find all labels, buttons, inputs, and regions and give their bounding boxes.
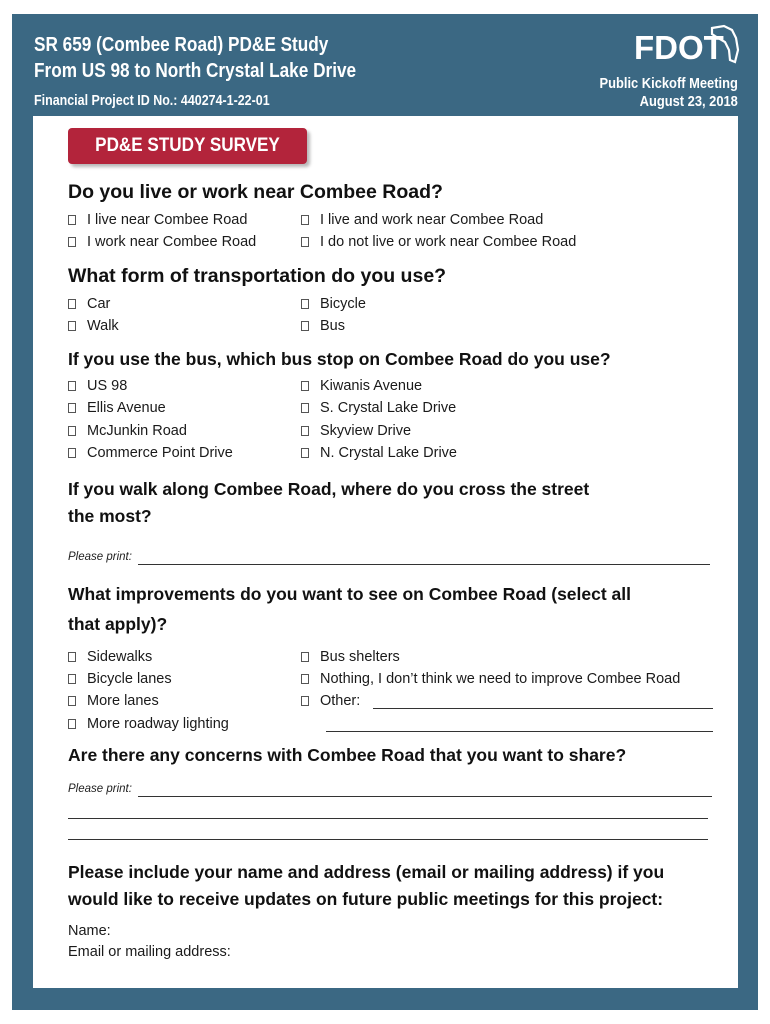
question-contact-line1: Please include your name and address (email or mailing address) if you: [68, 862, 665, 882]
checkbox-icon[interactable]: [301, 381, 309, 391]
checkbox-icon[interactable]: [301, 215, 309, 225]
survey-title: PD&E STUDY SURVEY: [95, 135, 280, 156]
option-work-near[interactable]: I work near Combee Road: [68, 234, 256, 250]
question-improvements-line2: that apply)?: [68, 614, 168, 634]
other-answer-line[interactable]: [373, 708, 713, 709]
other-answer-line-2[interactable]: [326, 731, 713, 732]
option-sidewalks[interactable]: Sidewalks: [68, 649, 152, 665]
option-us98[interactable]: US 98: [68, 378, 127, 394]
option-n-crystal-lake[interactable]: N. Crystal Lake Drive: [301, 445, 457, 461]
meeting-date: August 23, 2018: [639, 93, 738, 110]
option-car[interactable]: Car: [68, 296, 110, 312]
checkbox-icon[interactable]: [68, 237, 76, 247]
option-not-live-work[interactable]: I do not live or work near Combee Road: [301, 234, 576, 250]
checkbox-icon[interactable]: [68, 215, 76, 225]
option-bus-shelters[interactable]: Bus shelters: [301, 649, 400, 665]
checkbox-icon[interactable]: [68, 719, 76, 729]
question-contact-line2: would like to receive updates on future public meetings for this project:: [68, 889, 664, 909]
checkbox-icon[interactable]: [68, 674, 76, 684]
question-walk-cross-line2: the most?: [68, 506, 152, 526]
study-title-line1: SR 659 (Combee Road) PD&E Study: [34, 34, 329, 56]
option-live-work-near[interactable]: I live and work near Combee Road: [301, 212, 543, 228]
financial-project-id: Financial Project ID No.: 440274-1-22-01: [34, 93, 270, 109]
concerns-answer-line-3[interactable]: [68, 839, 708, 840]
study-title: [34, 32, 356, 84]
crossing-answer-line[interactable]: [138, 564, 710, 565]
option-bus[interactable]: Bus: [301, 318, 345, 334]
checkbox-icon[interactable]: [68, 403, 76, 413]
concerns-answer-line-1[interactable]: [138, 796, 712, 797]
option-more-lanes[interactable]: More lanes: [68, 693, 159, 709]
option-bicycle-lanes[interactable]: Bicycle lanes: [68, 671, 172, 687]
option-commerce-point[interactable]: Commerce Point Drive: [68, 445, 233, 461]
option-skyview[interactable]: Skyview Drive: [301, 423, 411, 439]
question-improvements-line1: What improvements do you want to see on Combee Road (select all: [68, 584, 632, 604]
checkbox-icon[interactable]: [68, 321, 76, 331]
question-walk-cross-line1: If you walk along Combee Road, where do you cross the street: [68, 479, 590, 499]
option-nothing[interactable]: Nothing, I don’t think we need to improve Combee Road: [301, 671, 680, 687]
question-live-work: Do you live or work near Combee Road?: [68, 181, 443, 203]
checkbox-icon[interactable]: [68, 299, 76, 309]
option-s-crystal-lake[interactable]: S. Crystal Lake Drive: [301, 400, 456, 416]
checkbox-icon[interactable]: [68, 652, 76, 662]
option-walk[interactable]: Walk: [68, 318, 119, 334]
fdot-logo-icon: [632, 24, 742, 70]
question-bus-stop: If you use the bus, which bus stop on Combee Road do you use?: [68, 349, 611, 369]
meeting-name: Public Kickoff Meeting: [599, 75, 738, 92]
checkbox-icon[interactable]: [301, 674, 309, 684]
option-bicycle[interactable]: Bicycle: [301, 296, 366, 312]
checkbox-icon[interactable]: [301, 426, 309, 436]
checkbox-icon[interactable]: [301, 321, 309, 331]
study-title-line2: From US 98 to North Crystal Lake Drive: [34, 60, 357, 82]
checkbox-icon[interactable]: [301, 696, 309, 706]
address-label: Email or mailing address:: [68, 944, 231, 960]
checkbox-icon[interactable]: [68, 696, 76, 706]
checkbox-icon[interactable]: [68, 426, 76, 436]
option-other[interactable]: Other:: [301, 693, 360, 709]
option-lighting[interactable]: More roadway lighting: [68, 716, 229, 732]
checkbox-icon[interactable]: [68, 448, 76, 458]
checkbox-icon[interactable]: [301, 403, 309, 413]
concerns-answer-line-2[interactable]: [68, 818, 708, 819]
name-label: Name:: [68, 923, 111, 939]
survey-title-badge: [68, 128, 307, 164]
meeting-info: [600, 75, 738, 111]
question-concerns: Are there any concerns with Combee Road that you want to share?: [68, 745, 627, 765]
option-ellis[interactable]: Ellis Avenue: [68, 400, 166, 416]
please-print-label: Please print:: [68, 551, 132, 563]
checkbox-icon[interactable]: [301, 299, 309, 309]
checkbox-icon[interactable]: [301, 448, 309, 458]
logo-text: FDOT: [634, 29, 724, 66]
option-live-near[interactable]: I live near Combee Road: [68, 212, 247, 228]
checkbox-icon[interactable]: [68, 381, 76, 391]
option-mcjunkin[interactable]: McJunkin Road: [68, 423, 187, 439]
checkbox-icon[interactable]: [301, 652, 309, 662]
please-print-label: Please print:: [68, 783, 132, 795]
checkbox-icon[interactable]: [301, 237, 309, 247]
question-transportation: What form of transportation do you use?: [68, 265, 447, 287]
option-kiwanis[interactable]: Kiwanis Avenue: [301, 378, 422, 394]
